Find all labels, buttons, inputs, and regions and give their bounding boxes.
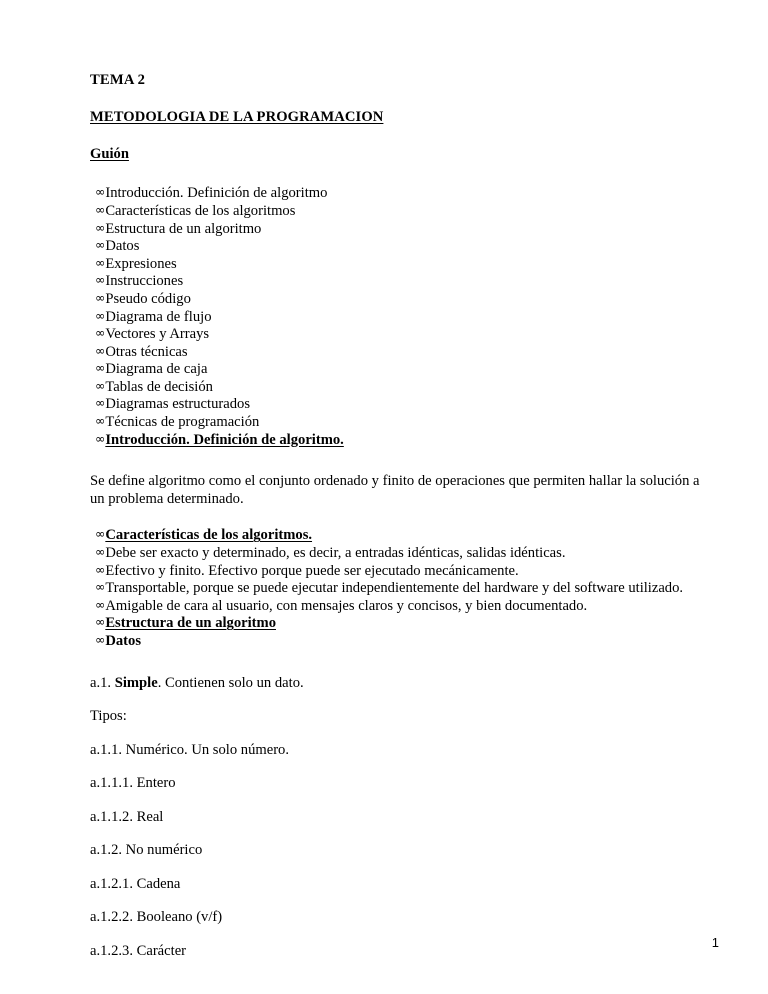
infinity-bullet-icon: ∞ (95, 325, 106, 341)
document-title: METODOLOGIA DE LA PROGRAMACION (90, 108, 384, 125)
guion-item (95, 255, 710, 273)
datos-entry-prefix: a.1.2.1. Cadena (90, 875, 181, 892)
datos-entry-prefix: a.1.2. No numérico (90, 842, 203, 859)
guion-item-label: Instrucciones (105, 273, 184, 290)
caracteristica-item-label: Debe ser exacto y determinado, es decir, a entradas idénticas, salidas idénticas. (105, 545, 566, 562)
caracteristica-item (95, 579, 710, 597)
guion-item-label: Otras técnicas (105, 343, 188, 360)
caracteristica-item (95, 614, 710, 632)
datos-entry-prefix: Tipos: (90, 708, 127, 725)
caracteristica-item (95, 632, 710, 650)
guion-item (95, 220, 710, 238)
guion-item (95, 343, 710, 361)
guion-item (95, 431, 710, 449)
guion-item (95, 378, 710, 396)
datos-entry (90, 876, 710, 893)
infinity-bullet-icon: ∞ (95, 360, 106, 376)
caracteristica-item-label: Transportable, porque se puede ejecutar independientemente del hardware y del software utilizado. (105, 580, 684, 597)
infinity-bullet-icon: ∞ (95, 632, 106, 647)
datos-entry-prefix: a.1.1.1. Entero (90, 775, 176, 792)
guion-item-label: Introducción. Definición de algoritmo. (105, 431, 344, 448)
datos-entry (90, 943, 710, 960)
guion-item (95, 202, 710, 220)
caracteristica-item (95, 562, 710, 580)
guion-item (95, 272, 710, 290)
datos-entry (90, 675, 710, 692)
spacer (90, 650, 710, 675)
infinity-bullet-icon: ∞ (95, 413, 106, 429)
infinity-bullet-icon: ∞ (95, 430, 106, 446)
guion-item (95, 237, 710, 255)
datos-entry-emphasis: Simple (114, 674, 158, 691)
guion-item-label: Estructura de un algoritmo (105, 220, 262, 237)
caracteristica-item (95, 597, 710, 615)
definition-paragraph: Se define algoritmo como el conjunto ordenado y finito de operaciones que permiten hallar la solución a un problema determinado. (90, 473, 700, 507)
datos-entry (90, 909, 710, 926)
caracteristica-item-label: Amigable de cara al usuario, con mensajes claros y concisos, y bien documentado. (105, 597, 588, 614)
caracteristica-item (95, 526, 710, 544)
guion-item-label: Pseudo código (105, 290, 191, 307)
datos-entry-prefix: a.1. (90, 674, 115, 691)
guion-item-label: Diagrama de flujo (105, 308, 212, 325)
guion-item-label: Diagrama de caja (105, 361, 208, 378)
datos-entry (90, 775, 710, 792)
guion-item-label: Expresiones (105, 255, 177, 272)
datos-entry-prefix: a.1.2.3. Carácter (90, 942, 187, 959)
infinity-bullet-icon: ∞ (95, 614, 106, 630)
guion-item-label: Diagramas estructurados (105, 396, 250, 413)
spacer (90, 448, 710, 473)
infinity-bullet-icon: ∞ (95, 307, 106, 323)
infinity-bullet-icon: ∞ (95, 561, 106, 577)
datos-entry (90, 842, 710, 859)
guion-item (95, 184, 710, 202)
page-number: 1 (711, 935, 719, 950)
infinity-bullet-icon: ∞ (95, 289, 106, 305)
infinity-bullet-icon: ∞ (95, 579, 106, 595)
guion-item-label: Técnicas de programación (105, 414, 260, 431)
infinity-bullet-icon: ∞ (95, 184, 106, 200)
infinity-bullet-icon: ∞ (95, 254, 106, 270)
caracteristica-item-label: Estructura de un algoritmo (105, 615, 276, 632)
datos-entry-prefix: a.1.2.2. Booleano (v/f) (90, 909, 223, 926)
spacer (90, 508, 710, 526)
guion-item (95, 290, 710, 308)
infinity-bullet-icon: ∞ (95, 544, 106, 560)
datos-entry-prefix: a.1.1. Numérico. Un solo número. (90, 741, 290, 758)
infinity-bullet-icon: ∞ (95, 526, 106, 542)
datos-entry (90, 809, 710, 826)
guion-bullet-list (90, 184, 710, 448)
guion-item (95, 325, 710, 343)
datos-entry-suffix: . Contienen solo un dato. (157, 674, 304, 691)
guion-item-label: Datos (105, 238, 140, 255)
infinity-bullet-icon: ∞ (95, 219, 106, 235)
infinity-bullet-icon: ∞ (95, 201, 106, 217)
infinity-bullet-icon: ∞ (95, 237, 106, 253)
caracteristicas-bullet-list (90, 526, 710, 649)
caracteristica-item (95, 544, 710, 562)
guion-item (95, 360, 710, 378)
caracteristica-item-label: Características de los algoritmos. (105, 527, 313, 544)
guion-item-label: Introducción. Definición de algoritmo (105, 185, 328, 202)
guion-item (95, 413, 710, 431)
infinity-bullet-icon: ∞ (95, 342, 106, 358)
datos-entry-prefix: a.1.1.2. Real (90, 808, 164, 825)
caracteristica-item-label: Datos (105, 633, 142, 649)
guion-item-label: Tablas de decisión (105, 378, 213, 395)
infinity-bullet-icon: ∞ (95, 377, 106, 393)
datos-entry (90, 742, 710, 759)
page-content (90, 72, 710, 960)
datos-entry (90, 708, 710, 725)
infinity-bullet-icon: ∞ (95, 395, 106, 411)
guion-heading: Guión (90, 145, 129, 162)
datos-enumerated-list (90, 675, 710, 960)
guion-item (95, 308, 710, 326)
infinity-bullet-icon: ∞ (95, 596, 106, 612)
infinity-bullet-icon: ∞ (95, 272, 106, 288)
guion-item-label: Características de los algoritmos (105, 202, 296, 219)
caracteristica-item-label: Efectivo y finito. Efectivo porque puede ser ejecutado mecánicamente. (105, 562, 519, 579)
guion-item-label: Vectores y Arrays (105, 326, 210, 343)
tema-label: TEMA 2 (90, 72, 146, 88)
guion-item (95, 395, 710, 413)
